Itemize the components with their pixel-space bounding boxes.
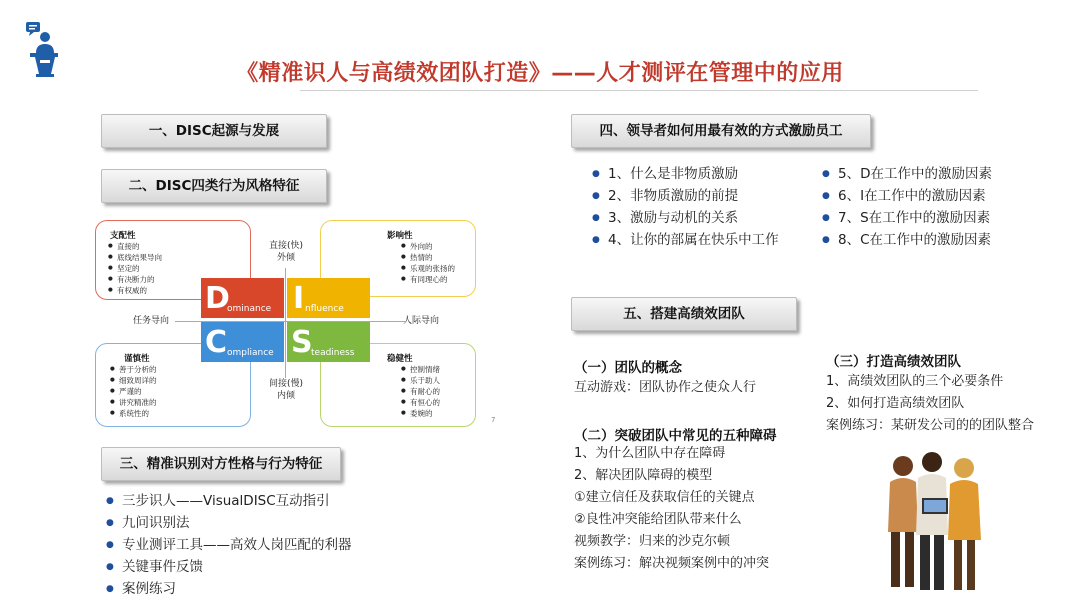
quadrant-word: ompliance: [227, 348, 274, 358]
quadrant-letter: I: [293, 281, 305, 316]
list-item: ● 专业测评工具——高效人岗匹配的利器: [106, 534, 352, 556]
title-divider: [300, 90, 978, 91]
list-item: ● 三步识人——VisualDISC互动指引: [106, 490, 352, 512]
disc-box-list: [401, 364, 440, 419]
section-header-build-team: 五、搭建高绩效团队: [571, 297, 797, 331]
team-obstacles-title: （二）突破团队中常见的五种障碍: [574, 428, 777, 444]
list-item: ● 热情的: [401, 252, 455, 263]
quadrant-word: teadiness: [311, 348, 355, 358]
disc-quadrant-i: [287, 278, 370, 318]
high-performance-team-list: [826, 371, 1034, 437]
list-item: ● 委婉的: [401, 408, 440, 419]
list-item: ● 讲究精准的: [110, 397, 157, 408]
list-item: 案例练习：解决视频案例中的冲突: [574, 556, 770, 571]
list-item: ②良性冲突能给团队带来什么: [574, 512, 742, 527]
high-performance-team-title: （三）打造高绩效团队: [826, 354, 961, 370]
disc-quadrant-s: [287, 322, 370, 362]
quadrant-letter: C: [205, 325, 228, 360]
list-item: ● 2、非物质激励的前提: [592, 185, 779, 207]
list-item: ● 乐于助人: [401, 375, 440, 386]
disc-quadrant-d: [201, 278, 284, 318]
quadrant-word: ominance: [227, 304, 272, 314]
section-4-list-left: [592, 163, 779, 251]
axis-label-line: 内倾: [276, 391, 295, 401]
axis-label-line: 间接(慢): [268, 379, 304, 389]
list-item: 视频教学：归来的沙克尔顿: [574, 534, 731, 549]
team-concept-line: 互动游戏：团队协作之使众人行: [574, 380, 757, 395]
quadrant-word: nfluence: [305, 304, 344, 314]
list-item: ● 1、什么是非物质激励: [592, 163, 779, 185]
list-item: ● 6、I在工作中的激励因素: [822, 185, 992, 207]
list-item: ● 有恒心的: [401, 397, 440, 408]
list-item: 1、高绩效团队的三个必要条件: [826, 374, 1004, 389]
disc-axis-top-label: [255, 240, 317, 264]
list-item: ● 系统性的: [110, 408, 157, 419]
disc-box-title: 影响性: [387, 231, 413, 241]
disc-quadrant-c: [201, 322, 284, 362]
list-item: 案例练习：某研发公司的的团队整合: [826, 418, 1035, 433]
disc-box-list: [110, 364, 157, 419]
team-concept-title: （一）团队的概念: [574, 360, 682, 376]
list-item: ● 坚定的: [108, 263, 162, 274]
list-item: 1、为什么团队中存在障碍: [574, 446, 726, 461]
disc-axis-bottom-label: [255, 378, 317, 402]
list-item: ● 8、C在工作中的激励因素: [822, 229, 992, 251]
axis-label-line: 外倾: [276, 253, 295, 263]
list-item: ● 严谨的: [110, 386, 157, 397]
axis-label-line: 直接(快): [268, 241, 304, 251]
list-item: ● 控制情绪: [401, 364, 440, 375]
disc-box-list: [401, 241, 455, 285]
list-item: ● 底线结果导向: [108, 252, 162, 263]
section-header-disc-origin: 一、DISC起源与发展: [101, 114, 327, 148]
disc-vertical-axis: [285, 268, 286, 378]
list-item: ● 7、S在工作中的激励因素: [822, 207, 992, 229]
list-item: ● 乐观的张扬的: [401, 263, 455, 274]
disc-box-title: 支配性: [110, 231, 136, 241]
list-item: ● 有同理心的: [401, 274, 455, 285]
list-item: 2、如何打造高绩效团队: [826, 396, 965, 411]
team-people-illustration: [878, 440, 988, 600]
list-item: ● 善于分析的: [110, 364, 157, 375]
list-item: ● 细致周详的: [110, 375, 157, 386]
disc-box-title: 谨慎性: [124, 354, 150, 364]
section-header-identify-personality: 三、精准识别对方性格与行为特征: [101, 447, 341, 481]
list-item: ● 案例练习: [106, 578, 352, 600]
team-obstacles-list: [574, 443, 769, 575]
slide-page-number: 7: [491, 416, 496, 424]
disc-axis-right-label: 人际导向: [402, 316, 439, 326]
section-header-disc-four-styles: 二、DISC四类行为风格特征: [101, 169, 327, 203]
list-item: ● 九问识别法: [106, 512, 352, 534]
list-item: ● 外向的: [401, 241, 455, 252]
page-title: 《精准识人与高绩效团队打造》——人才测评在管理中的应用: [236, 61, 844, 86]
section-4-list-right: [822, 163, 992, 251]
list-item: 2、解决团队障碍的模型: [574, 468, 713, 483]
list-item: ● 有决断力的: [108, 274, 162, 285]
disc-box-title: 稳健性: [387, 354, 413, 364]
disc-box-list: [108, 241, 162, 296]
section-3-list: [106, 490, 352, 600]
quadrant-letter: D: [205, 281, 230, 316]
list-item: ● 直接的: [108, 241, 162, 252]
quadrant-letter: S: [291, 325, 313, 360]
list-item: ● 关键事件反馈: [106, 556, 352, 578]
list-item: ● 3、激励与动机的关系: [592, 207, 779, 229]
disc-axis-left-label: 任务导向: [132, 316, 169, 326]
disc-diagram: [95, 218, 496, 430]
list-item: ● 有权威的: [108, 285, 162, 296]
list-item: ● 5、D在工作中的激励因素: [822, 163, 992, 185]
list-item: ● 有耐心的: [401, 386, 440, 397]
list-item: ①建立信任及获取信任的关键点: [574, 490, 755, 505]
section-header-motivate-staff: 四、领导者如何用最有效的方式激励员工: [571, 114, 871, 148]
list-item: ● 4、让你的部属在快乐中工作: [592, 229, 779, 251]
